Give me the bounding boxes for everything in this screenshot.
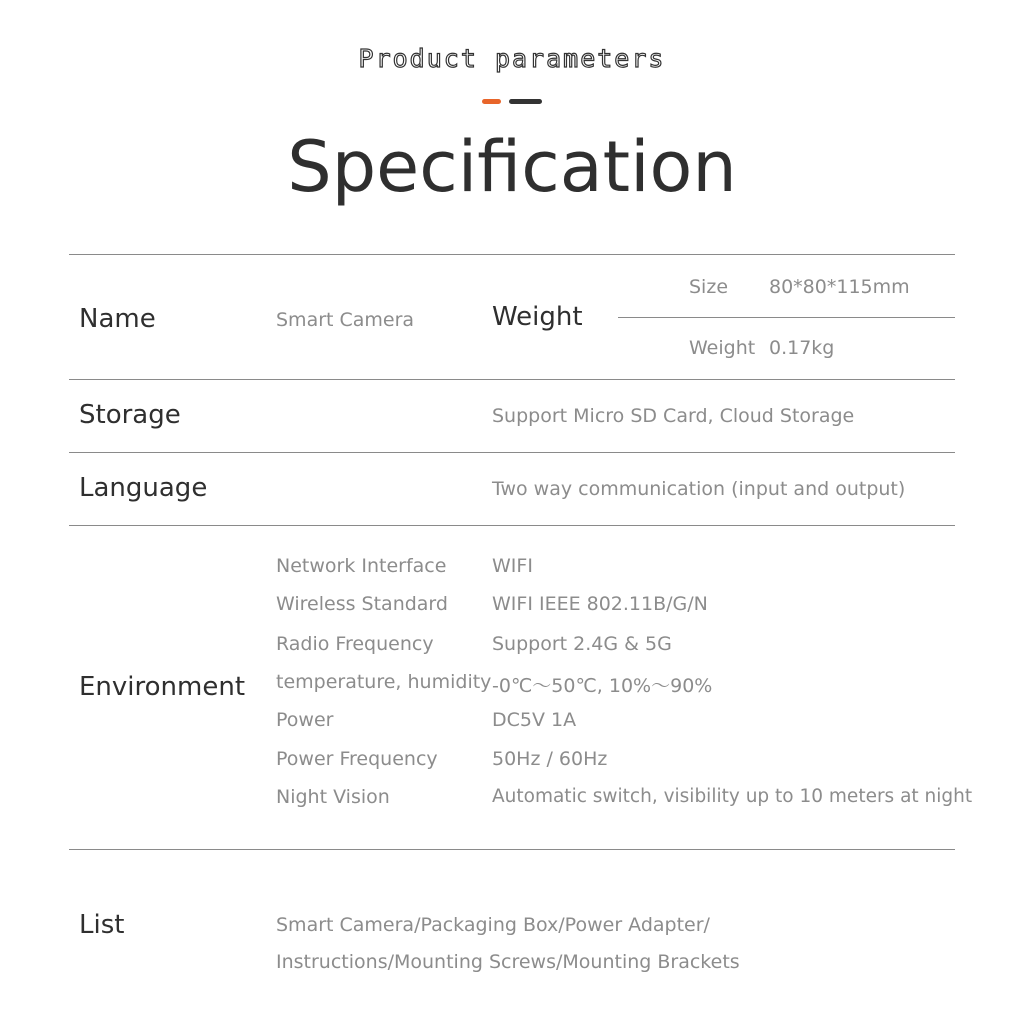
list-label: List — [79, 910, 125, 940]
env-value: -0℃～50℃, 10%～90% — [492, 675, 713, 697]
env-key: Night Vision — [276, 786, 390, 808]
env-key: Power Frequency — [276, 748, 438, 770]
table-top-divider — [69, 254, 955, 255]
section-subtitle: Product parameters — [358, 44, 666, 73]
weight-value: 0.17kg — [769, 337, 835, 359]
env-value: WIFI — [492, 555, 533, 577]
env-value: Automatic switch, visibility up to 10 meters at night — [492, 786, 973, 807]
language-label: Language — [79, 473, 208, 503]
list-line: Instructions/Mounting Screws/Mounting Brackets — [276, 951, 740, 973]
storage-label: Storage — [79, 400, 181, 430]
row-divider — [69, 379, 955, 380]
accent-dash — [482, 99, 501, 104]
env-value: DC5V 1A — [492, 709, 577, 731]
environment-label: Environment — [79, 672, 246, 702]
name-label: Name — [79, 304, 156, 334]
row-divider — [69, 452, 955, 453]
list-line: Smart Camera/Packaging Box/Power Adapter/ — [276, 914, 710, 936]
env-key: Wireless Standard — [276, 593, 448, 615]
row-divider — [69, 849, 955, 850]
page-title: Specification — [287, 126, 737, 208]
size-label: Size — [689, 276, 729, 298]
dark-dash — [509, 99, 542, 104]
env-key: Network Interface — [276, 555, 447, 577]
env-key: Power — [276, 709, 334, 731]
env-key: temperature, humidity — [276, 671, 492, 693]
weight-inner-divider — [618, 317, 955, 318]
weight-heading: Weight — [492, 302, 583, 332]
env-value: Support 2.4G & 5G — [492, 633, 672, 655]
name-value: Smart Camera — [276, 309, 415, 331]
env-key: Radio Frequency — [276, 633, 434, 655]
env-value: 50Hz / 60Hz — [492, 748, 608, 770]
storage-value: Support Micro SD Card, Cloud Storage — [492, 405, 855, 427]
language-value: Two way communication (input and output) — [492, 478, 906, 500]
env-value: WIFI IEEE 802.11B/G/N — [492, 593, 708, 615]
size-value: 80*80*115mm — [769, 276, 910, 298]
weight-label: Weight — [689, 337, 756, 359]
row-divider — [69, 525, 955, 526]
